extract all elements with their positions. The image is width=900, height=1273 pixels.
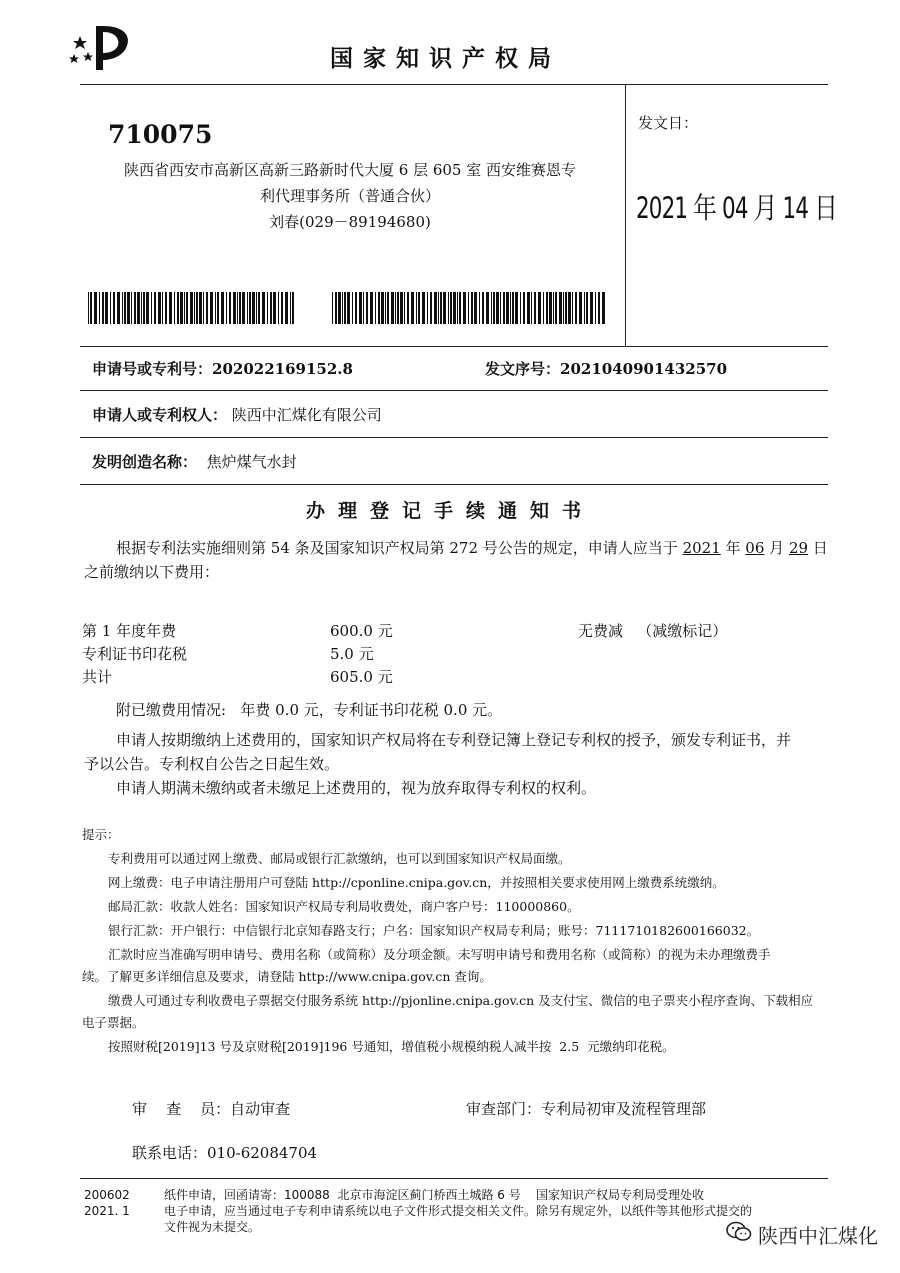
tip-line: 电子票据。 xyxy=(82,1015,145,1030)
barcode-bar xyxy=(143,292,145,324)
serial-number: 2021040901432570 xyxy=(560,360,728,378)
barcode-bar xyxy=(563,292,564,324)
fee-name: 第 1 年度年费 xyxy=(82,622,177,640)
barcode-bar xyxy=(194,292,195,324)
barcode-bar xyxy=(512,292,514,324)
barcode-bar xyxy=(199,292,202,324)
barcode-bar xyxy=(586,292,588,324)
tip-line: 缴费人可通过专利收费电子票据交付服务系统 http://pjonline.cnipa.gov.cn 及支付宝、微信的电子票夹小程序查询、下载相应 xyxy=(108,993,814,1008)
barcode-bar xyxy=(221,292,224,324)
deadline-month: 06 xyxy=(745,539,765,557)
barcode-bar xyxy=(285,292,288,324)
barcode-bar xyxy=(427,292,428,324)
barcode-bar xyxy=(534,292,536,324)
barcode-bar xyxy=(226,292,227,324)
barcode-bar xyxy=(292,292,294,324)
barcode-bar xyxy=(575,292,577,324)
barcode-bar xyxy=(165,292,167,324)
barcode-bar xyxy=(553,292,554,324)
barcode-bar xyxy=(210,292,213,324)
deadline-day: 29 xyxy=(788,539,809,557)
barcode-bar xyxy=(546,292,548,324)
barcode-bar xyxy=(90,292,92,324)
barcode-bar xyxy=(440,292,442,324)
barcode-bar xyxy=(584,292,585,324)
barcode-bar xyxy=(258,292,260,324)
barcode-bar xyxy=(105,292,108,324)
field-divider xyxy=(80,346,828,347)
grant-text: 申请人按期缴纳上述费用的，国家知识产权局将在专利登记簿上登记专利权的授予，颁发专利证书，并 xyxy=(116,731,792,749)
barcode-bar xyxy=(347,292,350,324)
barcode-bar xyxy=(459,292,461,324)
fee-name: 专利证书印花税 xyxy=(82,645,188,663)
barcode-bar xyxy=(407,292,409,324)
barcode-bar xyxy=(491,292,492,324)
barcode-bar xyxy=(184,292,185,324)
barcode-right xyxy=(332,292,606,324)
barcode-bar xyxy=(438,292,439,324)
send-date-label: 发文日： xyxy=(638,114,699,132)
barcode-bar xyxy=(602,292,605,324)
barcode-bar xyxy=(448,292,449,324)
barcode-bar xyxy=(190,292,193,324)
barcode-bar xyxy=(233,292,236,324)
barcode-bar xyxy=(474,292,477,324)
barcode-bar xyxy=(203,292,204,324)
barcode-bar xyxy=(434,292,437,324)
barcode-bar xyxy=(496,292,499,324)
barcode-bar xyxy=(453,292,456,324)
barcode-bar xyxy=(180,292,183,324)
barcode-bar xyxy=(378,292,380,324)
applicant-label: 申请人或专利权人： xyxy=(92,406,228,424)
contact-phone: 联系电话：010-62084704 xyxy=(132,1144,318,1162)
tip-line: 续。了解更多详细信息及要求，请登陆 http://www.cnipa.gov.cn 查询。 xyxy=(82,969,492,984)
fee-amount: 600.0 元 xyxy=(330,622,393,640)
barcode-bar xyxy=(479,292,480,324)
barcode-bar xyxy=(122,292,123,324)
barcode-bar xyxy=(482,292,484,324)
barcode-bar xyxy=(267,292,268,324)
barcode-bar xyxy=(397,292,399,324)
barcode-bar xyxy=(217,292,219,324)
barcode-bar xyxy=(338,292,341,324)
barcode-bar xyxy=(252,292,255,324)
barcode-bar xyxy=(332,292,333,324)
address-line: 利代理事务所（普通合伙） xyxy=(259,187,440,205)
barcode-bar xyxy=(568,292,571,324)
barcode-bar xyxy=(229,292,231,324)
office-name: 国家知识产权局 xyxy=(330,45,561,72)
serial-number-row xyxy=(485,358,727,379)
intro-text-end: 之前缴纳以下费用： xyxy=(84,563,220,581)
notice-intro xyxy=(84,536,836,584)
applicant-name: 陕西中汇煤化有限公司 xyxy=(231,406,382,424)
barcode-bar xyxy=(598,292,600,324)
barcode-bar xyxy=(344,292,346,324)
barcode-bar xyxy=(169,292,172,324)
barcode-bar xyxy=(247,292,248,324)
barcode-bar xyxy=(256,292,257,324)
barcode-bar xyxy=(471,292,473,324)
barcode-bar xyxy=(385,292,386,324)
barcode-bar xyxy=(531,292,532,324)
barcode-bar xyxy=(400,292,403,324)
intro-text: 根据专利法实施细则第 54 条及国家知识产权局第 272 号公告的规定，申请人应当于 xyxy=(116,539,683,557)
cnipa-logo xyxy=(66,22,134,74)
barcode-bar xyxy=(549,292,552,324)
barcode-bar xyxy=(559,292,562,324)
watermark-text: 陕西中汇煤化 xyxy=(758,1224,878,1248)
barcode-bar xyxy=(290,292,291,324)
application-number: 202022169152.8 xyxy=(212,360,353,378)
tip-line: 专利费用可以通过网上缴费、邮局或银行汇款缴纳，也可以到国家知识产权局面缴。 xyxy=(108,851,571,866)
barcode-bar xyxy=(493,292,495,324)
barcode-bar xyxy=(270,292,272,324)
fee-name: 共计 xyxy=(82,668,113,686)
footer-electronic-line-end: 文件视为未提交。 xyxy=(164,1220,261,1234)
barcode-bar xyxy=(131,292,132,324)
barcode-bar xyxy=(572,292,573,324)
barcode-bar xyxy=(366,292,368,324)
barcode-bar xyxy=(102,292,104,324)
barcode-bar xyxy=(196,292,198,324)
barcode-bar xyxy=(262,292,265,324)
tip-line: 银行汇款：开户银行：中信银行北京知春路支行；户名：国家知识产权局专利局；账号：7111710182600166032。 xyxy=(108,923,760,938)
barcode-bar xyxy=(151,292,152,324)
barcode-bar xyxy=(110,292,111,324)
barcode-bar xyxy=(99,292,100,324)
barcode-bar xyxy=(242,292,245,324)
barcode-bar xyxy=(146,292,149,324)
invention-name: 焦炉煤气水封 xyxy=(206,453,297,471)
barcode-bar xyxy=(520,292,521,324)
barcode-bar xyxy=(555,292,557,324)
barcode-bar xyxy=(450,292,452,324)
barcode-bar xyxy=(391,292,394,324)
barcode-bar xyxy=(162,292,163,324)
fee-amount: 5.0 元 xyxy=(330,645,374,663)
address-line: 陕西省西安市高新区高新三路新时代大厦 6 层 605 室 西安维赛恩专 xyxy=(123,161,577,179)
barcode-bar xyxy=(510,292,511,324)
applicant-row xyxy=(92,404,382,425)
barcode-bar xyxy=(355,292,357,324)
address-line: 刘春(029－89194680) xyxy=(269,213,431,231)
barcode-bar xyxy=(411,292,414,324)
barcode-bar xyxy=(381,292,384,324)
barcode-bar xyxy=(579,292,582,324)
barcode-bar xyxy=(375,292,376,324)
barcode-bar xyxy=(273,292,276,324)
year-unit: 年 xyxy=(720,539,746,557)
tip-line: 汇款时应当准确写明申请号、费用名称（或简称）及分项金额。未写明申请号和费用名称（或简称）的视为未办理缴费手 xyxy=(108,947,771,962)
footer-electronic-line: 电子申请，应当通过电子专利申请系统以电子文件形式提交相关文件。除另有规定外，以纸件等其他形式提交的 xyxy=(164,1204,753,1218)
barcode-bar xyxy=(113,292,115,324)
barcode-left xyxy=(88,292,296,324)
examiner: 审 查 员：自动审查 xyxy=(132,1100,291,1118)
serial-number-label: 发文序号： xyxy=(485,360,561,378)
wechat-icon xyxy=(726,1221,752,1248)
date-column-divider xyxy=(625,84,626,346)
tip-line: 邮局汇款：收款人姓名：国家知识产权局专利局收费处，商户客户号：110000860。 xyxy=(108,899,580,914)
day-unit: 日 xyxy=(808,539,828,557)
grant-text-end: 予以公告。专利权自公告之日起生效。 xyxy=(84,755,340,773)
header-divider xyxy=(80,84,828,85)
barcode-bar xyxy=(124,292,126,324)
barcode-bar xyxy=(134,292,136,324)
paid-fees: 附已缴费用情况: 年费 0.0 元，专利证书印花税 0.0 元。 xyxy=(116,701,503,719)
field-divider xyxy=(80,484,828,485)
form-code: 200602 xyxy=(84,1188,130,1202)
barcode-bar xyxy=(538,292,541,324)
notice-title: 办理登记手续通知书 xyxy=(305,500,594,522)
barcode-bar xyxy=(430,292,432,324)
barcode-bar xyxy=(141,292,142,324)
forfeit-paragraph: 申请人期满未缴纳或者未缴足上述费用的，视为放弃取得专利权的权利。 xyxy=(116,779,597,797)
barcode-bar xyxy=(158,292,161,324)
footer-mail-line: 纸件申请，回函请寄：100088 北京市海淀区蓟门桥西土城路 6 号 国家知识产权局专利局受理处收 xyxy=(164,1188,704,1202)
barcode-bar xyxy=(503,292,505,324)
barcode-bar xyxy=(186,292,188,324)
tips-label: 提示： xyxy=(82,827,120,842)
barcode-bar xyxy=(370,292,373,324)
barcode-bar xyxy=(137,292,140,324)
barcode-bar xyxy=(527,292,530,324)
barcode-bar xyxy=(595,292,596,324)
barcode-bar xyxy=(590,292,593,324)
barcode-bar xyxy=(177,292,179,324)
fee-amount: 605.0 元 xyxy=(330,668,393,686)
barcode-bar xyxy=(206,292,208,324)
barcode-bar xyxy=(352,292,353,324)
barcode-bar xyxy=(543,292,544,324)
month-unit: 月 xyxy=(764,539,789,557)
mailing-address xyxy=(90,157,610,235)
field-divider xyxy=(80,390,828,391)
barcode-bar xyxy=(418,292,420,324)
footer-divider xyxy=(80,1178,828,1179)
wechat-watermark xyxy=(726,1220,878,1249)
barcode-bar xyxy=(523,292,525,324)
barcode-bar xyxy=(278,292,279,324)
tip-line: 网上缴费：电子申请注册用户可登陆 http://cponline.cnipa.gov.cn，并按照相关要求使用网上缴费系统缴纳。 xyxy=(108,875,725,890)
barcode-bar xyxy=(215,292,216,324)
barcode-bar xyxy=(88,292,89,324)
barcode-bar xyxy=(335,292,337,324)
tip-line: 按照财税[2019]13 号及京财税[2019]196 号通知，增值税小规模纳税人减半按 2.5 元缴纳印花税。 xyxy=(108,1039,675,1054)
barcode-bar xyxy=(404,292,405,324)
barcode-bar xyxy=(117,292,120,324)
barcode-bar xyxy=(363,292,364,324)
barcode-bar xyxy=(239,292,241,324)
barcode-bar xyxy=(422,292,425,324)
application-number-row xyxy=(92,358,353,379)
field-divider xyxy=(80,437,828,438)
postal-code: 710075 xyxy=(108,120,213,149)
barcode-bar xyxy=(500,292,501,324)
grant-paragraph xyxy=(84,728,836,776)
barcode-bar xyxy=(457,292,458,324)
barcode-bar xyxy=(154,292,156,324)
barcode-bar xyxy=(359,292,362,324)
barcode-bar xyxy=(565,292,567,324)
barcode-bar xyxy=(416,292,417,324)
barcode-bar xyxy=(237,292,238,324)
barcode-bar xyxy=(506,292,509,324)
barcode-bar xyxy=(387,292,389,324)
send-date-value: 2021 年 04 月 14 日 xyxy=(636,191,838,225)
barcode-bar xyxy=(342,292,343,324)
review-department: 审查部门：专利局初审及流程管理部 xyxy=(466,1100,707,1118)
form-version: 2021. 1 xyxy=(84,1204,130,1218)
barcode-bar xyxy=(463,292,466,324)
barcode-bar xyxy=(395,292,396,324)
barcode-bar xyxy=(94,292,97,324)
barcode-bar xyxy=(174,292,175,324)
deadline-year: 2021 xyxy=(682,539,721,557)
barcode-bar xyxy=(486,292,489,324)
fee-note: 无费减 （减缴标记） xyxy=(578,622,728,640)
barcode-bar xyxy=(127,292,130,324)
barcode-bar xyxy=(281,292,283,324)
barcode-bar xyxy=(443,292,446,324)
barcode-bar xyxy=(468,292,469,324)
application-number-label: 申请号或专利号： xyxy=(92,360,213,378)
barcode-bar xyxy=(249,292,251,324)
invention-row xyxy=(92,451,297,472)
invention-label: 发明创造名称： xyxy=(92,453,198,471)
barcode-bar xyxy=(515,292,518,324)
